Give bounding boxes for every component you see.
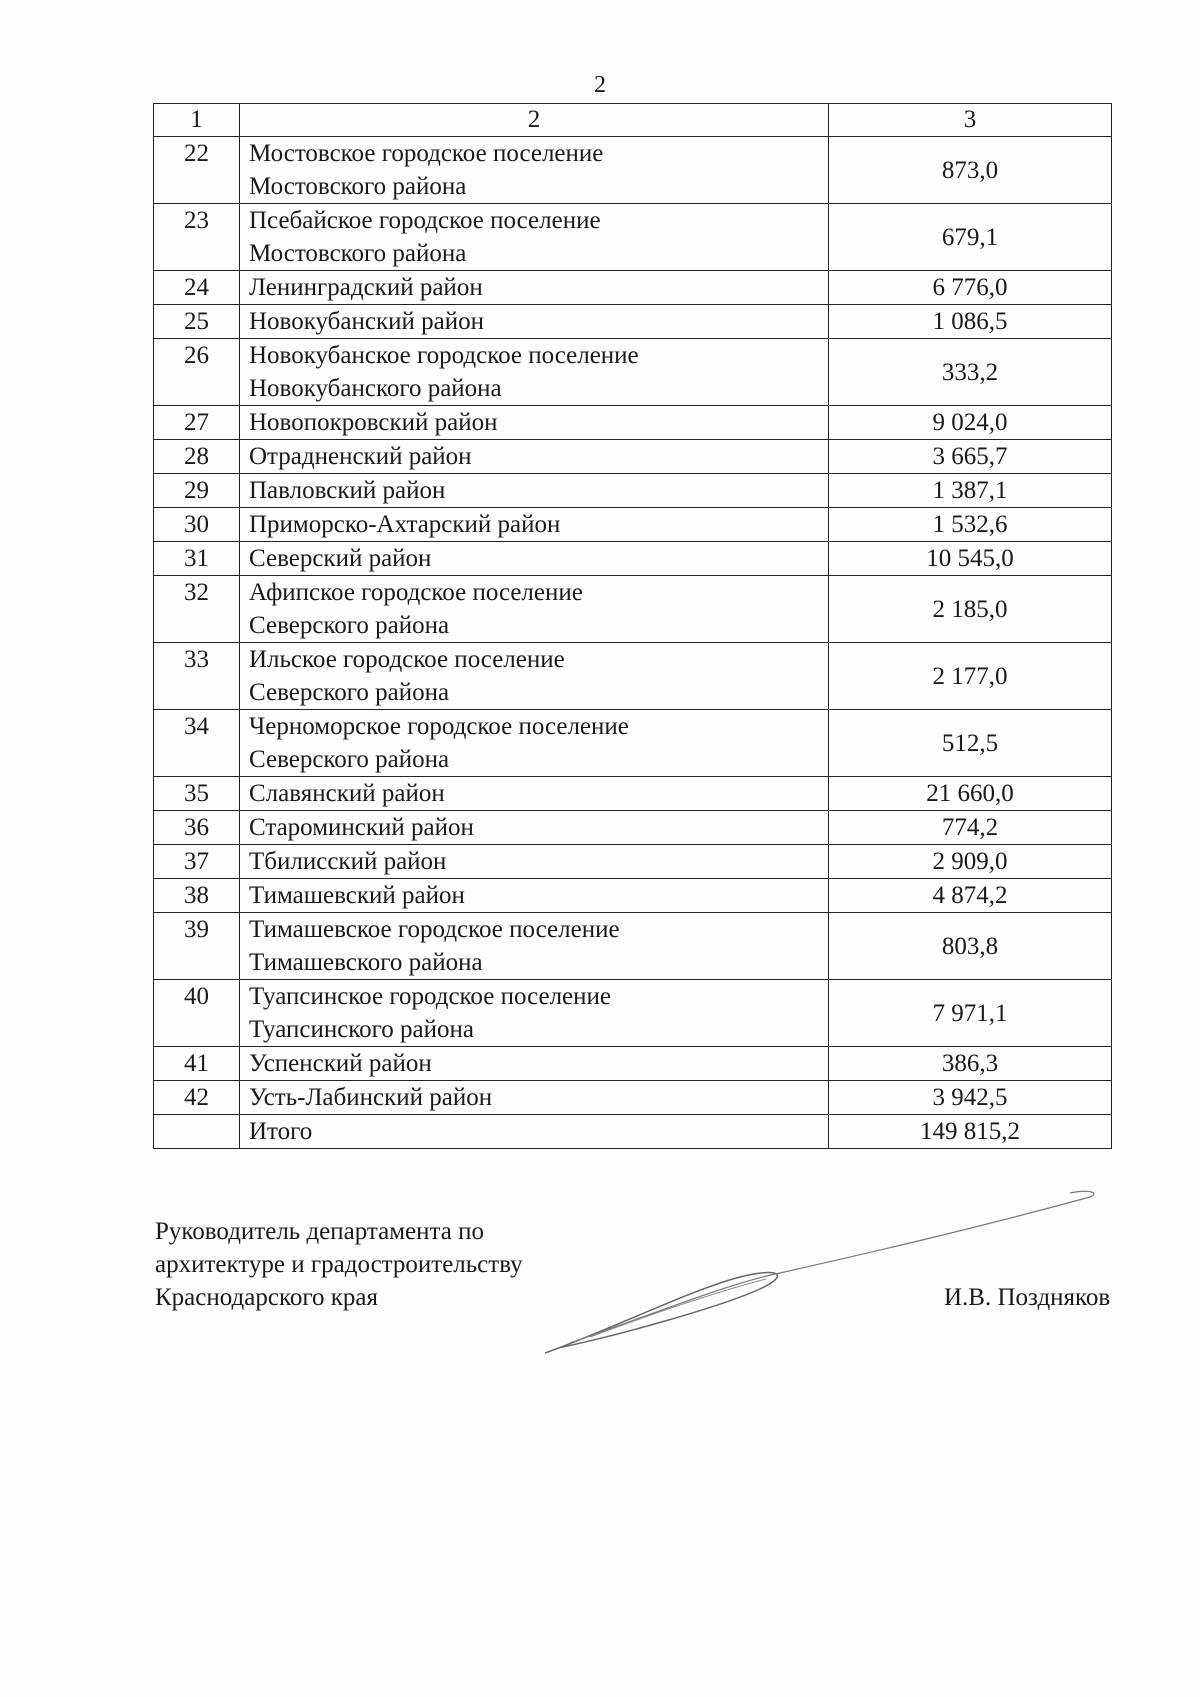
- row-number: 42: [154, 1081, 240, 1115]
- row-name: [240, 777, 829, 811]
- table-row: [154, 508, 1112, 542]
- row-name-line: Тимашевский район: [249, 882, 465, 909]
- row-number: 33: [154, 643, 240, 710]
- row-name-line: Мостовское городское поселение: [249, 140, 604, 167]
- row-value: 2 177,0: [829, 643, 1112, 710]
- table-row: [154, 643, 1112, 710]
- row-name-line: Новокубанское городское поселение: [249, 342, 639, 369]
- signatory-name: И.В. Поздняков: [944, 1284, 1111, 1311]
- row-name-line: Отрадненский район: [249, 443, 472, 470]
- row-value: 3 942,5: [829, 1081, 1112, 1115]
- row-value: 1 532,6: [829, 508, 1112, 542]
- signatory-position-line: Руководитель департамента по: [155, 1218, 484, 1245]
- row-value: 9 024,0: [829, 406, 1112, 440]
- row-value: 873,0: [829, 137, 1112, 204]
- row-name-line: Черноморское городское поселение: [249, 713, 629, 740]
- table-row: [154, 980, 1112, 1047]
- row-value: 803,8: [829, 913, 1112, 980]
- table-row: [154, 305, 1112, 339]
- row-number: 37: [154, 845, 240, 879]
- header-cell-2: 2: [240, 104, 829, 137]
- header-cell-3: 3: [829, 104, 1112, 137]
- row-number: 26: [154, 339, 240, 406]
- row-name: [240, 474, 829, 508]
- row-name-line: Ильское городское поселение: [249, 646, 565, 673]
- row-name: [240, 1081, 829, 1115]
- row-number: 38: [154, 879, 240, 913]
- row-value: 679,1: [829, 204, 1112, 271]
- row-value: 1 086,5: [829, 305, 1112, 339]
- row-value: 4 874,2: [829, 879, 1112, 913]
- table-row: [154, 777, 1112, 811]
- row-name: [240, 508, 829, 542]
- row-name-line: Новокубанский район: [249, 308, 484, 335]
- row-number: 28: [154, 440, 240, 474]
- row-number: 29: [154, 474, 240, 508]
- row-value: 1 387,1: [829, 474, 1112, 508]
- row-name: [240, 137, 829, 204]
- row-value: 386,3: [829, 1047, 1112, 1081]
- row-name: [240, 271, 829, 305]
- table-body: [154, 104, 1112, 1149]
- row-value: 3 665,7: [829, 440, 1112, 474]
- total-row: [154, 1115, 1112, 1149]
- table-row: [154, 1081, 1112, 1115]
- row-name: [240, 440, 829, 474]
- table-row: [154, 913, 1112, 980]
- row-value: 333,2: [829, 339, 1112, 406]
- row-number: 27: [154, 406, 240, 440]
- row-number: 40: [154, 980, 240, 1047]
- row-name-line: Мостовского района: [249, 173, 467, 200]
- total-label: Итого: [240, 1115, 829, 1149]
- signatory-position: [155, 1215, 523, 1314]
- row-name: [240, 542, 829, 576]
- row-name: [240, 576, 829, 643]
- table-row: [154, 845, 1112, 879]
- row-name: [240, 643, 829, 710]
- table-row: [154, 474, 1112, 508]
- row-number: 41: [154, 1047, 240, 1081]
- row-number: 22: [154, 137, 240, 204]
- table-row: [154, 879, 1112, 913]
- row-name: [240, 879, 829, 913]
- table-header-row: [154, 104, 1112, 137]
- row-value: 2 909,0: [829, 845, 1112, 879]
- row-name-line: Тимашевское городское поселение: [249, 916, 620, 943]
- handwritten-signature: [530, 1165, 1110, 1365]
- row-number: 32: [154, 576, 240, 643]
- table-row: [154, 271, 1112, 305]
- row-name-line: Псебайское городское поселение: [249, 207, 601, 234]
- row-name: [240, 980, 829, 1047]
- row-name-line: Тбилисский район: [249, 848, 447, 875]
- row-number: 31: [154, 542, 240, 576]
- row-name-line: Усть-Лабинский район: [249, 1084, 493, 1111]
- row-name: [240, 406, 829, 440]
- table-row: [154, 1047, 1112, 1081]
- row-number: 23: [154, 204, 240, 271]
- table-row: [154, 542, 1112, 576]
- row-value: 10 545,0: [829, 542, 1112, 576]
- signatory-position-line: архитектуре и градостроительству: [155, 1251, 523, 1278]
- total-value: 149 815,2: [829, 1115, 1112, 1149]
- row-name-line: Северского района: [249, 679, 450, 706]
- row-name: [240, 1047, 829, 1081]
- table-row: [154, 811, 1112, 845]
- table-row: [154, 710, 1112, 777]
- table-row: [154, 406, 1112, 440]
- row-name-line: Ленинградский район: [249, 274, 483, 301]
- row-value: 21 660,0: [829, 777, 1112, 811]
- total-number: [154, 1115, 240, 1149]
- table-row: [154, 576, 1112, 643]
- row-name: [240, 710, 829, 777]
- row-name-line: Староминский район: [249, 814, 474, 841]
- row-name-line: Северский район: [249, 545, 432, 572]
- row-name: [240, 845, 829, 879]
- row-name: [240, 913, 829, 980]
- row-value: 512,5: [829, 710, 1112, 777]
- row-number: 24: [154, 271, 240, 305]
- row-name-line: Новопокровский район: [249, 409, 498, 436]
- row-number: 34: [154, 710, 240, 777]
- data-table: [153, 103, 1112, 1149]
- page-number: 2: [594, 72, 606, 98]
- row-name-line: Афипское городское поселение: [249, 579, 583, 606]
- row-name-line: Новокубанского района: [249, 375, 502, 402]
- row-value: 7 971,1: [829, 980, 1112, 1047]
- table-row: [154, 204, 1112, 271]
- row-value: 6 776,0: [829, 271, 1112, 305]
- table-row: [154, 137, 1112, 204]
- row-number: 30: [154, 508, 240, 542]
- table-row: [154, 440, 1112, 474]
- row-name: [240, 204, 829, 271]
- row-name-line: Приморско-Ахтарский район: [249, 511, 561, 538]
- row-value: 2 185,0: [829, 576, 1112, 643]
- row-name-line: Северского района: [249, 612, 450, 639]
- signatory-position-line: Краснодарского края: [155, 1284, 378, 1311]
- table-row: [154, 339, 1112, 406]
- row-name: [240, 305, 829, 339]
- row-name-line: Тимашевского района: [249, 949, 483, 976]
- row-value: 774,2: [829, 811, 1112, 845]
- row-name-line: Туапсинского района: [249, 1016, 474, 1043]
- row-name-line: Северского района: [249, 746, 450, 773]
- row-number: 36: [154, 811, 240, 845]
- row-number: 25: [154, 305, 240, 339]
- header-cell-1: 1: [154, 104, 240, 137]
- row-name-line: Павловский район: [249, 477, 446, 504]
- row-number: 35: [154, 777, 240, 811]
- row-name: [240, 339, 829, 406]
- row-name: [240, 811, 829, 845]
- row-name-line: Туапсинское городское поселение: [249, 983, 611, 1010]
- row-name-line: Мостовского района: [249, 240, 467, 267]
- row-name-line: Успенский район: [249, 1050, 432, 1077]
- row-number: 39: [154, 913, 240, 980]
- row-name-line: Славянский район: [249, 780, 445, 807]
